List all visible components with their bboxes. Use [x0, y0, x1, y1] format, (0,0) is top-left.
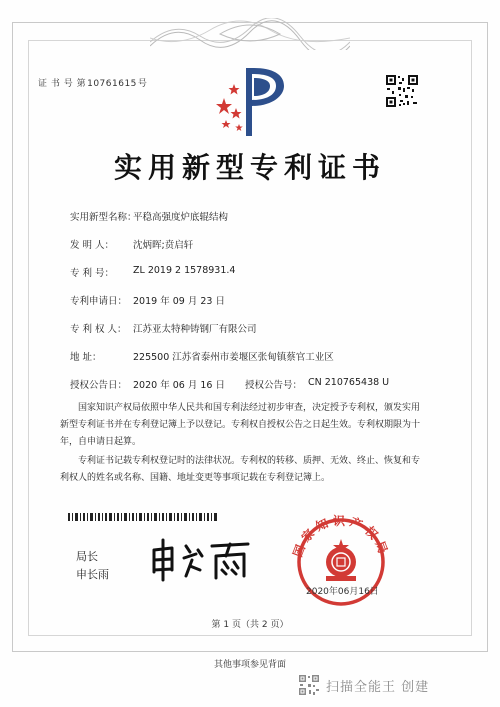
grant-number-label: 授权公告号：: [245, 380, 303, 391]
patent-number-value: ZL 2019 2 1578931.4: [133, 265, 236, 276]
patentee-label: 专 利 权 人：: [70, 324, 127, 335]
seal-text: 国家知识产权局: [290, 513, 392, 560]
inventor-value: 沈炳晖;贲启轩: [133, 240, 194, 251]
paragraph-line: 专利证书记载专利权登记时的法律状况。专利权的转移、质押、无效、终止、恢复和专: [78, 456, 421, 466]
address-value: 225500 江苏省泰州市姜堰区张甸镇蔡官工业区: [133, 352, 334, 363]
page-number: 第 1 页（共 2 页）: [211, 620, 289, 630]
barcode: [68, 513, 218, 521]
certificate-title: 实用新型专利证书: [113, 151, 386, 184]
qr-code-icon: [385, 74, 419, 108]
watermark-text: 扫描全能王 创建: [326, 679, 430, 695]
director-title: 局长: [76, 550, 98, 563]
certificate-number-label: 证 书 号 第: [38, 79, 87, 89]
back-note: 其他事项参见背面: [213, 660, 286, 670]
certificate-number-value: 10761615: [87, 79, 137, 89]
paragraph-line: 利权人的姓名或名称、国籍、地址变更等事项记载在专利登记簿上。: [60, 473, 331, 483]
guilloche-ornament: [150, 18, 350, 50]
filing-date-value: 2019 年 09 月 23 日: [133, 296, 225, 307]
seal-date: 2020年06月16日: [306, 587, 379, 597]
director-name: 申长雨: [76, 568, 109, 581]
grant-date-label: 授权公告日：: [70, 380, 128, 391]
grant-date-value: 2020 年 06 月 16 日: [133, 380, 225, 391]
patentee-value: 江苏亚太特种铸钢厂有限公司: [133, 324, 257, 335]
filing-date-label: 专利申请日：: [70, 296, 128, 307]
certificate-number: [37, 76, 147, 89]
grant-number-value: CN 210765438 U: [308, 377, 390, 388]
certificate-number-suffix: 号: [137, 79, 148, 89]
address-label: 地 址：: [70, 352, 102, 363]
cnipa-logo-icon: [206, 62, 294, 142]
paragraph-line: 年，自申请日起算。: [60, 437, 142, 447]
paragraph-line: 国家知识产权局依照中华人民共和国专利法经过初步审查，决定授予专利权，颁发实用: [78, 403, 421, 413]
watermark-qr-icon: [298, 674, 320, 696]
utility-model-name-label: 实用新型名称：: [70, 212, 137, 223]
patent-number-label: 专 利 号：: [70, 268, 115, 279]
inventor-label: 发 明 人：: [70, 240, 115, 251]
legal-status-paragraph: [60, 453, 445, 487]
paragraph-line: 新型专利证书并在专利登记簿上予以登记。专利权自授权公告之日起生效。专利权期限为十: [60, 420, 421, 430]
scanner-watermark: [298, 674, 429, 696]
director-signature: [146, 536, 256, 584]
utility-model-name-value: 平稳高强度炉底辊结构: [133, 212, 229, 223]
grant-statement-paragraph: [60, 400, 445, 451]
